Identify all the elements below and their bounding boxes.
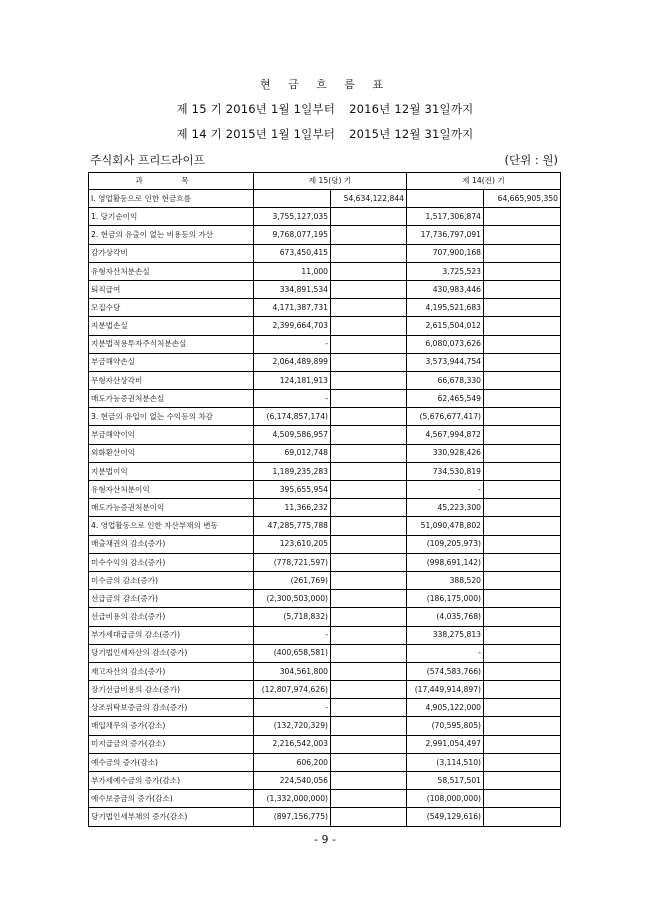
current-total-amount (331, 772, 407, 790)
prior-total-amount (484, 753, 561, 771)
table-row (89, 353, 561, 371)
table-row (89, 717, 561, 735)
prior-total-amount (484, 662, 561, 680)
current-detail-amount: 123,610,205 (254, 535, 331, 553)
prior-detail-amount: 338,275,813 (407, 626, 484, 644)
current-detail-amount: (6,174,857,174) (254, 408, 331, 426)
current-total-amount (331, 481, 407, 499)
table-row (89, 208, 561, 226)
row-label: 당기법인세자산의 감소(증가) (89, 644, 254, 662)
table-row (89, 735, 561, 753)
table-row (89, 262, 561, 280)
row-label: 예수보증금의 증가(감소) (89, 790, 254, 808)
prior-detail-amount: (17,449,914,897) (407, 681, 484, 699)
current-total-amount (331, 408, 407, 426)
current-detail-amount: 673,450,415 (254, 244, 331, 262)
current-detail-amount: - (254, 390, 331, 408)
row-label: 미수수익의 감소(증가) (89, 553, 254, 571)
row-label: 매입채무의 증가(감소) (89, 717, 254, 735)
prior-total-amount (484, 772, 561, 790)
current-detail-amount: 2,064,489,899 (254, 353, 331, 371)
page-number: - 9 - (314, 833, 336, 846)
row-label: 매도가능증권처분이익 (89, 499, 254, 517)
prior-detail-amount: (574,583,766) (407, 662, 484, 680)
row-label: 지분법이익 (89, 462, 254, 480)
prior-detail-amount: (109,205,973) (407, 535, 484, 553)
prior-detail-amount: 66,678,330 (407, 371, 484, 389)
cash-flow-table (88, 172, 561, 827)
current-detail-amount: (2,300,503,000) (254, 590, 331, 608)
row-label: 당기법인세부채의 증가(감소) (89, 808, 254, 826)
prior-detail-amount: 3,573,944,754 (407, 353, 484, 371)
prior-detail-amount: 707,900,168 (407, 244, 484, 262)
row-label: 무형자산상각비 (89, 371, 254, 389)
current-total-amount (331, 626, 407, 644)
prior-detail-amount: (998,691,142) (407, 553, 484, 571)
current-detail-amount: 4,171,387,731 (254, 299, 331, 317)
current-total-amount (331, 444, 407, 462)
row-label: 재고자산의 감소(증가) (89, 662, 254, 680)
current-detail-amount: (1,332,000,000) (254, 790, 331, 808)
prior-total-amount (484, 553, 561, 571)
prior-total-amount (484, 226, 561, 244)
table-row (89, 481, 561, 499)
prior-detail-amount: (70,595,805) (407, 717, 484, 735)
prior-detail-amount: 2,615,504,012 (407, 317, 484, 335)
table-row (89, 426, 561, 444)
prior-total-amount (484, 299, 561, 317)
column-header-current: 제 15(당) 기 (254, 173, 407, 190)
current-detail-amount: 1,189,235,283 (254, 462, 331, 480)
current-detail-amount: 2,399,664,703 (254, 317, 331, 335)
prior-detail-amount: 4,195,521,683 (407, 299, 484, 317)
row-label: 유형자산처분이익 (89, 481, 254, 499)
current-total-amount (331, 208, 407, 226)
row-label: 유형자산처분손실 (89, 262, 254, 280)
prior-total-amount (484, 280, 561, 298)
prior-detail-amount: 17,736,797,091 (407, 226, 484, 244)
period-current-start: 제 15 기 2016년 1월 1일부터 (176, 102, 336, 116)
prior-detail-amount: 3,725,523 (407, 262, 484, 280)
current-total-amount (331, 699, 407, 717)
table-row (89, 408, 561, 426)
table-row (89, 462, 561, 480)
current-total-amount (331, 244, 407, 262)
company-name: 주식회사 프리드라이프 (90, 153, 205, 167)
current-detail-amount: (261,769) (254, 571, 331, 589)
prior-detail-amount: 1,517,306,874 (407, 208, 484, 226)
prior-detail-amount: (108,000,000) (407, 790, 484, 808)
current-detail-amount: (5,718,832) (254, 608, 331, 626)
current-detail-amount: (132,720,329) (254, 717, 331, 735)
current-total-amount (331, 299, 407, 317)
period-current (0, 101, 650, 117)
current-detail-amount: (12,807,974,626) (254, 681, 331, 699)
row-label: 부가세대급금의 감소(증가) (89, 626, 254, 644)
current-total-amount (331, 735, 407, 753)
row-label: 부금해약손실 (89, 353, 254, 371)
current-detail-amount: 224,540,056 (254, 772, 331, 790)
period-current-end: 2016년 12월 31일까지 (349, 102, 474, 116)
current-detail-amount: 395,655,954 (254, 481, 331, 499)
prior-detail-amount: (186,175,000) (407, 590, 484, 608)
prior-detail-amount: (4,035,768) (407, 608, 484, 626)
row-label: 모집수당 (89, 299, 254, 317)
table-row (89, 772, 561, 790)
currency-unit: (단위 : 원) (504, 153, 558, 167)
row-label: 퇴직급여 (89, 280, 254, 298)
current-detail-amount: 2,216,542,003 (254, 735, 331, 753)
table-row (89, 190, 561, 208)
row-label: 부금해약이익 (89, 426, 254, 444)
current-detail-amount: 334,891,534 (254, 280, 331, 298)
prior-total-amount (484, 808, 561, 826)
prior-total-amount: 64,665,905,350 (484, 190, 561, 208)
current-total-amount (331, 426, 407, 444)
current-total-amount (331, 317, 407, 335)
table-row (89, 517, 561, 535)
current-detail-amount: 47,285,775,788 (254, 517, 331, 535)
prior-total-amount (484, 626, 561, 644)
current-total-amount (331, 553, 407, 571)
prior-detail-amount: 2,991,054,497 (407, 735, 484, 753)
prior-detail-amount: 430,983,446 (407, 280, 484, 298)
current-detail-amount: 124,181,913 (254, 371, 331, 389)
table-row (89, 226, 561, 244)
table-row (89, 499, 561, 517)
column-header-account: 과 목 (89, 173, 254, 190)
current-total-amount (331, 662, 407, 680)
current-detail-amount: 9,768,077,195 (254, 226, 331, 244)
table-row (89, 662, 561, 680)
row-label: 미지급금의 증가(감소) (89, 735, 254, 753)
prior-total-amount (484, 717, 561, 735)
prior-detail-amount: 45,223,300 (407, 499, 484, 517)
table-row (89, 317, 561, 335)
table-row (89, 371, 561, 389)
current-detail-amount (254, 190, 331, 208)
prior-detail-amount: 58,517,501 (407, 772, 484, 790)
prior-total-amount (484, 335, 561, 353)
period-prior-end: 2015년 12월 31일까지 (349, 127, 474, 141)
row-label: 1. 당기순이익 (89, 208, 254, 226)
table-row (89, 790, 561, 808)
current-total-amount (331, 262, 407, 280)
table-row (89, 699, 561, 717)
table-row (89, 390, 561, 408)
prior-total-amount (484, 408, 561, 426)
current-total-amount (331, 753, 407, 771)
prior-detail-amount: - (407, 644, 484, 662)
prior-total-amount (484, 535, 561, 553)
prior-detail-amount: 734,530,819 (407, 462, 484, 480)
period-prior (0, 126, 650, 142)
row-label: I. 영업활동으로 인한 현금흐름 (89, 190, 254, 208)
row-label: 미수금의 감소(증가) (89, 571, 254, 589)
current-total-amount (331, 353, 407, 371)
table-row (89, 626, 561, 644)
current-total-amount: 54,634,122,844 (331, 190, 407, 208)
prior-detail-amount (407, 190, 484, 208)
row-label: 지분법손실 (89, 317, 254, 335)
prior-total-amount (484, 499, 561, 517)
row-label: 매도가능증권처분손실 (89, 390, 254, 408)
row-label: 3. 현금의 유입이 없는 수익등의 차감 (89, 408, 254, 426)
current-total-amount (331, 280, 407, 298)
prior-total-amount (484, 644, 561, 662)
prior-total-amount (484, 790, 561, 808)
current-total-amount (331, 390, 407, 408)
prior-total-amount (484, 699, 561, 717)
table-row (89, 244, 561, 262)
prior-total-amount (484, 262, 561, 280)
row-label: 선급금의 감소(증가) (89, 590, 254, 608)
prior-total-amount (484, 390, 561, 408)
table-header-row (89, 173, 561, 190)
current-total-amount (331, 226, 407, 244)
prior-total-amount (484, 208, 561, 226)
prior-total-amount (484, 481, 561, 499)
current-total-amount (331, 462, 407, 480)
prior-total-amount (484, 608, 561, 626)
prior-detail-amount: (5,676,677,417) (407, 408, 484, 426)
table-row (89, 280, 561, 298)
current-total-amount (331, 499, 407, 517)
current-total-amount (331, 535, 407, 553)
table-row (89, 299, 561, 317)
prior-detail-amount: 4,567,994,872 (407, 426, 484, 444)
prior-detail-amount: - (407, 481, 484, 499)
current-total-amount (331, 571, 407, 589)
prior-total-amount (484, 244, 561, 262)
current-detail-amount: - (254, 699, 331, 717)
current-total-amount (331, 517, 407, 535)
current-detail-amount: (897,156,775) (254, 808, 331, 826)
row-label: 감가상각비 (89, 244, 254, 262)
table-row (89, 753, 561, 771)
row-label: 4. 영업활동으로 인한 자산부채의 변동 (89, 517, 254, 535)
table-row (89, 681, 561, 699)
prior-total-amount (484, 371, 561, 389)
prior-total-amount (484, 462, 561, 480)
period-prior-start: 제 14 기 2015년 1월 1일부터 (176, 127, 336, 141)
prior-total-amount (484, 590, 561, 608)
column-header-prior: 제 14(전) 기 (407, 173, 561, 190)
row-label: 부가세예수금의 증가(감소) (89, 772, 254, 790)
table-row (89, 335, 561, 353)
current-total-amount (331, 608, 407, 626)
prior-total-amount (484, 517, 561, 535)
current-total-amount (331, 590, 407, 608)
prior-detail-amount: (549,129,616) (407, 808, 484, 826)
prior-total-amount (484, 353, 561, 371)
current-detail-amount: - (254, 335, 331, 353)
statement-title: 현 금 흐 름 표 (259, 78, 391, 91)
current-detail-amount: - (254, 626, 331, 644)
table-row (89, 571, 561, 589)
table-row (89, 644, 561, 662)
current-detail-amount: 11,366,232 (254, 499, 331, 517)
current-detail-amount: 304,561,800 (254, 662, 331, 680)
current-total-amount (331, 371, 407, 389)
prior-detail-amount: 51,090,478,802 (407, 517, 484, 535)
current-detail-amount: 4,509,586,957 (254, 426, 331, 444)
row-label: 2. 현금의 유출이 없는 비용등의 가산 (89, 226, 254, 244)
prior-detail-amount: 388,520 (407, 571, 484, 589)
table-row (89, 590, 561, 608)
row-label: 장기선급비용의 감소(증가) (89, 681, 254, 699)
current-total-amount (331, 644, 407, 662)
row-label: 선급비용의 감소(증가) (89, 608, 254, 626)
current-total-amount (331, 790, 407, 808)
row-label: 외화환산이익 (89, 444, 254, 462)
row-label: 예수금의 증가(감소) (89, 753, 254, 771)
table-row (89, 608, 561, 626)
prior-total-amount (484, 735, 561, 753)
prior-detail-amount: 6,080,073,626 (407, 335, 484, 353)
current-detail-amount: 11,000 (254, 262, 331, 280)
prior-detail-amount: 62,465,549 (407, 390, 484, 408)
current-detail-amount: 3,755,127,035 (254, 208, 331, 226)
table-row (89, 808, 561, 826)
current-total-amount (331, 335, 407, 353)
table-row (89, 553, 561, 571)
current-detail-amount: (778,721,597) (254, 553, 331, 571)
current-total-amount (331, 717, 407, 735)
row-label: 매출채권의 감소(증가) (89, 535, 254, 553)
row-label: 지분법적용투자주식처분손실 (89, 335, 254, 353)
current-detail-amount: 606,200 (254, 753, 331, 771)
prior-detail-amount: 4,905,122,000 (407, 699, 484, 717)
prior-total-amount (484, 426, 561, 444)
row-label: 상조위탁보증금의 감소(증가) (89, 699, 254, 717)
table-row (89, 444, 561, 462)
prior-total-amount (484, 444, 561, 462)
current-total-amount (331, 808, 407, 826)
current-total-amount (331, 681, 407, 699)
prior-total-amount (484, 681, 561, 699)
prior-detail-amount: 330,928,426 (407, 444, 484, 462)
table-row (89, 535, 561, 553)
current-detail-amount: 69,012,748 (254, 444, 331, 462)
prior-total-amount (484, 571, 561, 589)
prior-total-amount (484, 317, 561, 335)
current-detail-amount: (400,658,581) (254, 644, 331, 662)
prior-detail-amount: (3,114,510) (407, 753, 484, 771)
